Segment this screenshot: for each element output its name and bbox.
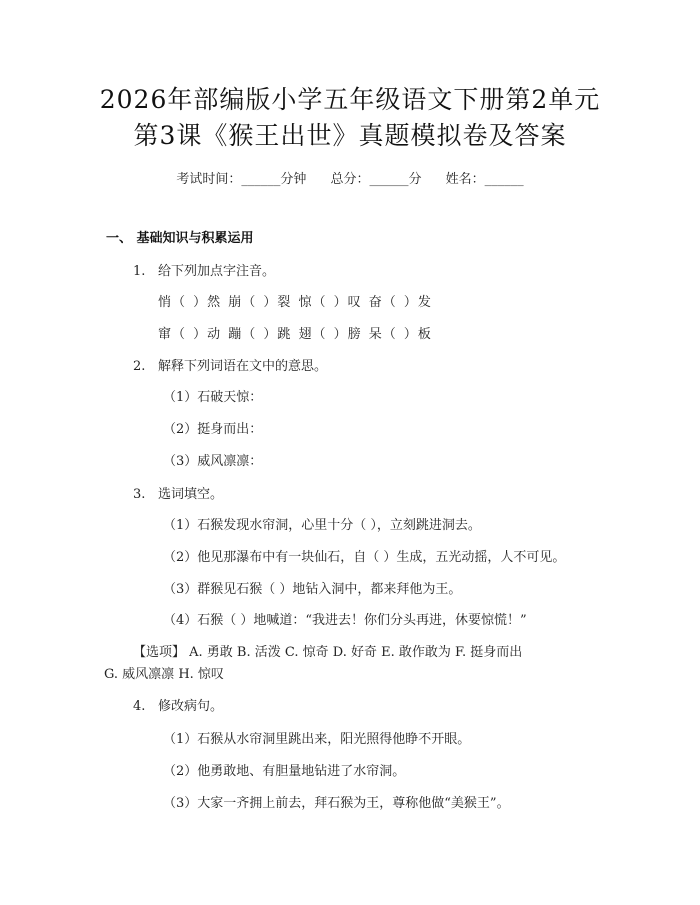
section-title: 一、 基础知识与积累运用 bbox=[106, 231, 254, 246]
title-line-2: 第3课《猴王出世》真题模拟卷及答案 bbox=[133, 121, 567, 150]
sub-item: （4）石猴（ ）地喊道：“我进去！你们分头再进，休要惊慌！” bbox=[163, 613, 527, 628]
total-score-field: 总分：______分 bbox=[330, 172, 422, 187]
pinyin-row-1: 悄（ ）然 崩（ ）裂 惊（ ）叹 奋（ ）发 bbox=[158, 295, 432, 310]
question-number: 4. bbox=[133, 699, 146, 714]
sub-item: （2）挺身而出： bbox=[163, 422, 263, 437]
sub-item: （3）大家一齐拥上前去，拜石猴为王，尊称他做“美猴王”。 bbox=[163, 796, 510, 811]
question-number: 1. bbox=[133, 264, 146, 279]
sub-item: （3）威风凛凛： bbox=[163, 454, 263, 469]
question-text: 给下列加点字注音。 bbox=[158, 264, 276, 279]
question-text: 选词填空。 bbox=[158, 487, 224, 502]
options-line-2: G. 威风凛凛 H. 惊叹 bbox=[104, 667, 224, 682]
title-line-1: 2026年部编版小学五年级语文下册第2单元 bbox=[99, 85, 601, 114]
sub-item: （2）他勇敢地、有胆量地钻进了水帘洞。 bbox=[163, 764, 406, 779]
sub-item: （1）石猴发现水帘洞，心里十分（ ），立刻跳进洞去。 bbox=[163, 518, 481, 533]
question-number: 3. bbox=[133, 487, 146, 502]
sub-item: （1）石破天惊： bbox=[163, 390, 263, 405]
exam-time-field: 考试时间：______分钟 bbox=[176, 172, 307, 187]
question-text: 修改病句。 bbox=[158, 699, 224, 714]
options-line-1: 【选项】 A. 勇敢 B. 活泼 C. 惊奇 D. 好奇 E. 敢作敢为 F. 挺身而出 bbox=[133, 645, 523, 660]
pinyin-row-2: 窜（ ）动 蹦（ ）跳 翅（ ）膀 呆（ ）板 bbox=[158, 327, 432, 342]
name-field: 姓名：______ bbox=[445, 172, 524, 187]
sub-item: （3）群猴见石猴（ ）地钻入洞中，都来拜他为王。 bbox=[163, 582, 462, 597]
question-text: 解释下列词语在文中的意思。 bbox=[158, 359, 328, 374]
question-number: 2. bbox=[133, 359, 146, 374]
exam-meta bbox=[0, 171, 700, 189]
sub-item: （2）他见那瀑布中有一块仙石，自（ ）生成，五光动摇，人不可见。 bbox=[163, 550, 566, 565]
sub-item: （1）石猴从水帘洞里跳出来，阳光照得他睁不开眼。 bbox=[163, 732, 471, 747]
